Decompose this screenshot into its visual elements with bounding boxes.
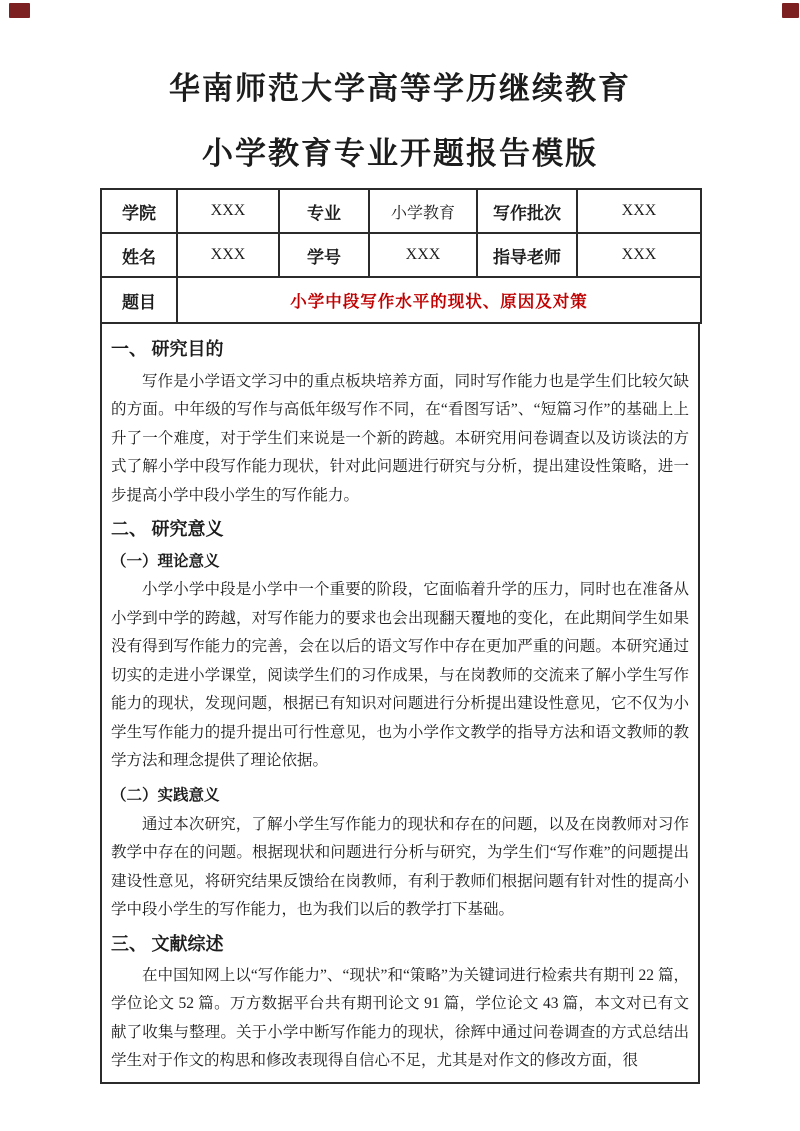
theoretical-significance-paragraph: 小学小学中段是小学中一个重要的阶段，它面临着升学的压力，同时也在准备从小学到中学的跨越，对写作能力的要求也会出现翻天覆地的变化，在此期间学生如果没有得到写作能力的完善，会在以后的语文写作中存在更加严重的问题。本研究通过切实的走进小学课堂，阅读学生们的习作成果，与在岗教师的交流来了解小学生写作能力的现状，发现问题，根据已有知识对问题进行分析提出建设性意见，它不仅为小学生写作能力的提升提出可行性意见，也为小学作文教学的指导方法和语文教师的教学方法和理念提供了理论依据。 — [111, 581, 689, 770]
research-purpose-paragraph: 写作是小学语文学习中的重点板块培养方面，同时写作能力也是学生们比较欠缺的方面。中年级的写作与高低年级写作不同，在“看图写话”、“短篇习作”的基础上上升了一个难度，对于学生们来说是一个新的跨越。本研究用问卷调查以及访谈法的方式了解小学中段写作能力现状，针对此问题进行研究与分析，提出建设性策略，进一步提高小学中段小学生的写作能力。 — [111, 372, 689, 504]
info-table-row-3 — [101, 277, 701, 323]
topic-value: 小学中段写作水平的现状、原因及对策 — [177, 277, 701, 323]
practical-significance-paragraph: 通过本次研究，了解小学生写作能力的现状和存在的问题，以及在岗教师对习作教学中存在的问题。根据现状和问题进行分析与研究，为学生们“写作难”的问题提出建设性意见，将研究结果反馈给在岗教师，有利于教师们根据问题有针对性的提高小学中段小学生的写作能力，也为我们以后的教学打下基础。 — [111, 815, 689, 919]
document-content — [100, 188, 700, 1084]
document-body — [100, 324, 700, 1084]
name-value: XXX — [177, 233, 279, 277]
section-heading-research-significance: 二、 研究意义 — [111, 519, 224, 540]
info-table — [100, 188, 702, 324]
section-heading-research-purpose: 一、 研究目的 — [111, 339, 224, 360]
student-id-label: 学号 — [279, 233, 369, 277]
topic-label: 题目 — [101, 277, 177, 323]
info-table-row-2 — [101, 233, 701, 277]
subsection-heading-theoretical-significance: （一）理论意义 — [111, 552, 220, 570]
literature-review-paragraph: 在中国知网上以“写作能力”、“现状”和“策略”为关键词进行检索共有期刊 22 篇，学位论文 52 篇。万方数据平台共有期刊论文 91 篇，学位论文 43 篇，本文对已有文献了收集与整理。关于小学中断写作能力的现状，徐辉中通过问卷调查的方式总结出学生对于作文的构思和修改表现得自信心不足，尤其是对作文的修改方面，很 — [111, 966, 689, 1070]
writing-batch-value: XXX — [577, 189, 701, 233]
title-line-2: 小学教育专业开题报告模版 — [202, 136, 598, 172]
watermark-stamp-left — [9, 3, 30, 18]
college-label: 学院 — [101, 189, 177, 233]
watermark-stamp-right — [782, 3, 799, 18]
document-title-block — [0, 0, 800, 172]
info-table-row-1 — [101, 189, 701, 233]
major-value: 小学教育 — [369, 189, 477, 233]
college-value: XXX — [177, 189, 279, 233]
writing-batch-label: 写作批次 — [477, 189, 577, 233]
student-id-value: XXX — [369, 233, 477, 277]
section-heading-literature-review: 三、 文献综述 — [111, 933, 224, 954]
subsection-heading-practical-significance: （二）实践意义 — [111, 786, 220, 804]
major-label: 专业 — [279, 189, 369, 233]
name-label: 姓名 — [101, 233, 177, 277]
title-line-1: 华南师范大学高等学历继续教育 — [169, 71, 631, 106]
advisor-value: XXX — [577, 233, 701, 277]
advisor-label: 指导老师 — [477, 233, 577, 277]
